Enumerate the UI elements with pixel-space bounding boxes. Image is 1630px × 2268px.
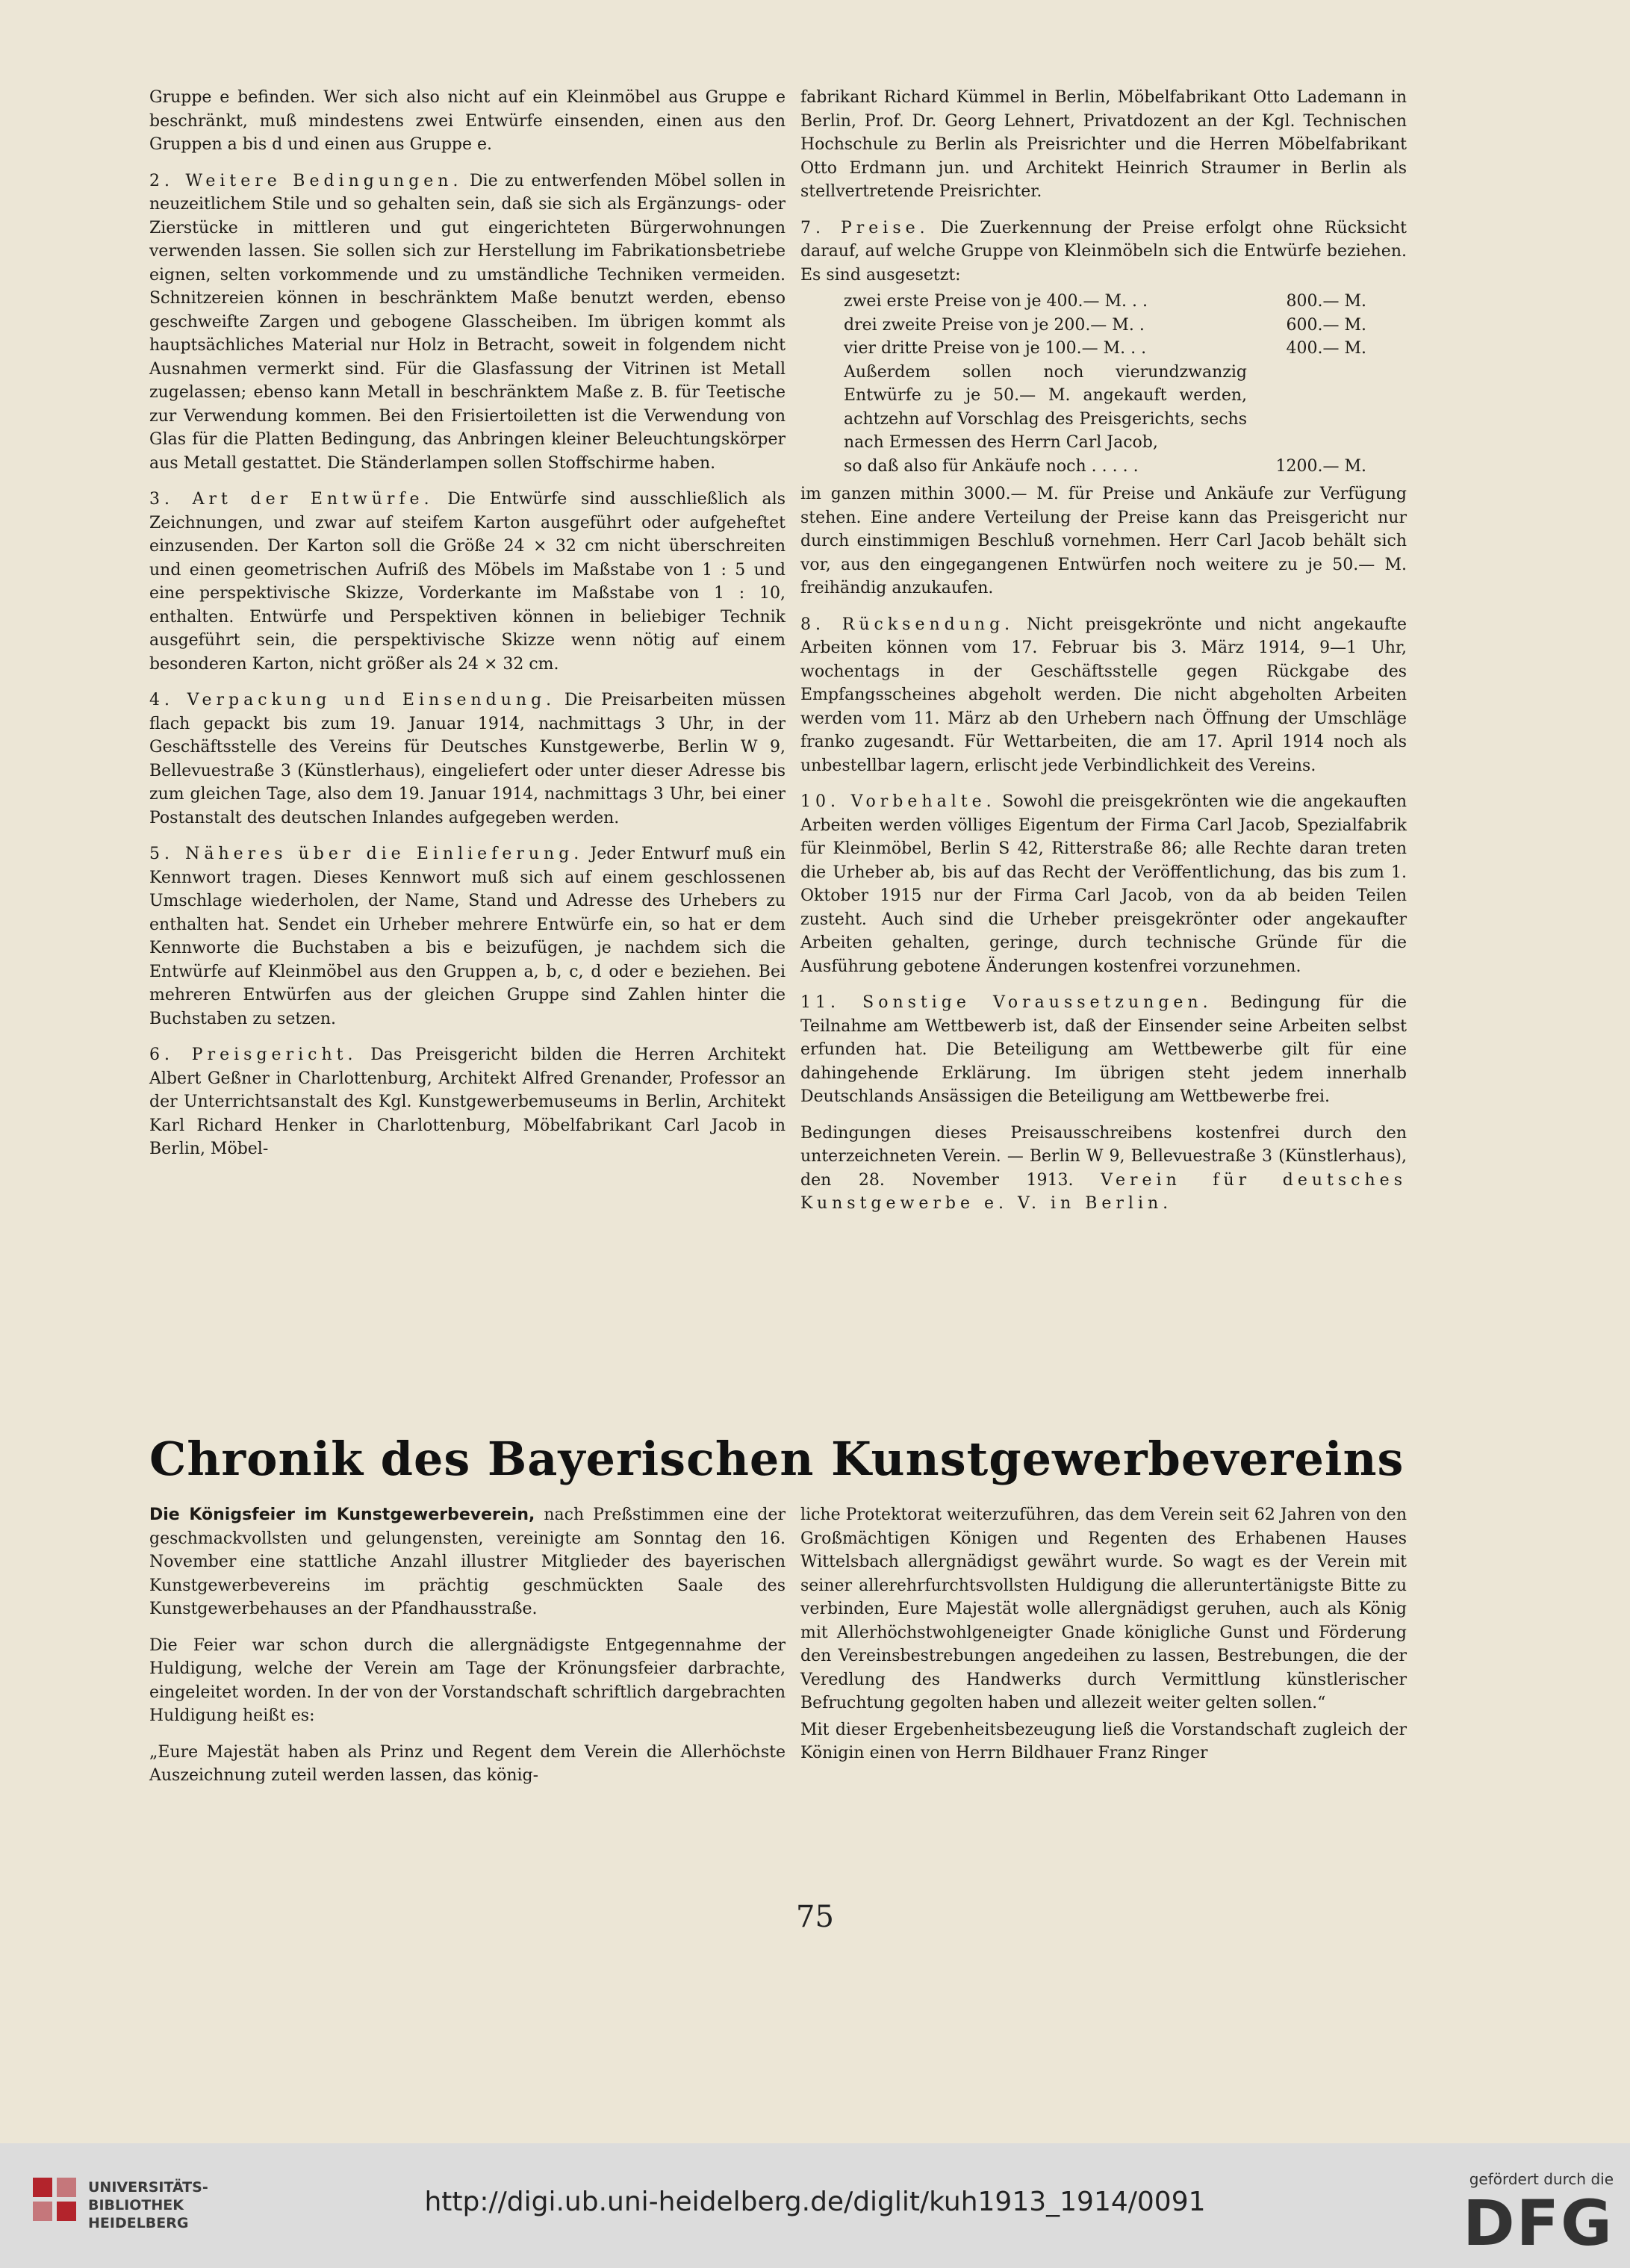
- section-5-body: Jeder Entwurf muß ein Kennwort tragen. Dieses Kennwort muß sich auf einem geschlossenen Umschlage wiederholen, der Name, Stand und Adresse des Urhebers zu enthalten hat. Sendet ein Urheber mehrere Entwürfe ein, so hat er dem Kennworte die Buchstaben a bis e beizufügen, je nachdem sich die Entwürfe auf Kleinmöbel aus den Gruppen a, b, c, d oder e beziehen. Bei mehreren Entwürfen aus der gleichen Gruppe sind Zahlen hinter die Buchstaben zu setzen.: [149, 845, 786, 1028]
- paragraph-quote-continued: liche Protektorat weiterzuführen, das dem Verein seit 62 Jahren von den Großmächtigen Königen und Regenten des Erhabenen Hauses Wittelsbach allergnädigst gewährt wurde. So wagt es der Verein mit seiner allerehrfurchtsvollsten Huldigung die alleruntertänigste Bitte zu verbinden, Eure Majestät wolle allergnädigst geruhen, auch als König mit Allerhöchstwohlgeneigter Gnade königliche Gunst und Förderung den Vereinsbestrebungen angedeihen zu lassen, Bestrebungen, die der Veredlung des Handwerks durch Vermittlung künstlerischer Befruchtung gegolten haben und allezeit weiter gelten sollen.“: [800, 1506, 1407, 1712]
- section-8-body: Nicht preisgekrönte und nicht angekaufte Arbeiten können vom 17. Februar bis 3. März 1914, 9—1 Uhr, wochentags in der Geschäftsstelle gegen Rückgabe des Empfangsscheines abgeholt werden. Die nicht abgeholten Arbeiten werden vom 11. März ab den Urhebern nach Öffnung der Umschläge franko zugesandt. Für Wettarbeiten, die am 17. April 1914 noch als unbestellbar lagern, erlischt jede Verbindlichkeit des Vereins.: [800, 615, 1407, 775]
- koenigsfeier-body: nach Preßstimmen eine der geschmackvollsten und gelungensten, vereinigte am Sonntag den 16. November eine stattliche Anzahl illustrer Mitglieder des bayerischen Kunstgewerbevereins im prächtig geschmückten Saale des Kunstgewerbehauses an der Pfandhausstraße.: [149, 1506, 786, 1618]
- section-11: [800, 991, 1407, 1109]
- runin-heading: Die Königsfeier im Kunstgewerbeverein,: [149, 1506, 535, 1524]
- section-11-heading: 11. Sonstige Voraussetzungen.: [800, 993, 1213, 1012]
- section-3-body: Die Entwürfe sind ausschließlich als Zeichnungen, und zwar auf steifem Karton ausgeführt oder aufgeheftet einzusenden. Der Karton soll die Größe 24 × 32 cm nicht überschreiten und einen geometrischen Aufriß des Möbels im Maßstabe von 1 : 5 und eine perspektivische Skizze, Vorderkante im Maßstabe von 1 : 10, enthalten. Entwürfe und Perspektiven können in beliebiger Technik ausgeführt sein, die perspektivische Skizze wenn nötig auf einem besonderen Karton, nicht größer als 24 × 32 cm.: [149, 490, 786, 674]
- section-8: [800, 613, 1407, 778]
- prize-amount: 600.— M.: [1286, 315, 1366, 335]
- section-10-heading: 10. Vorbehalte.: [800, 792, 996, 811]
- paragraph-koenigsfeier: [149, 1503, 786, 1621]
- section-6-body: Das Preisgericht bilden die Herren Architekt Albert Geßner in Charlottenburg, Architekt Alfred Grenander, Professor an der Unterrichtsanstalt des Kgl. Kunstgewerbemuseums in Berlin, Architekt Karl Richard Henker in Charlottenburg, Möbelfabrikant Carl Jacob in Berlin, Möbel-: [149, 1046, 786, 1158]
- section-7-tail: im ganzen mithin 3000.— M. für Preise und Ankäufe zur Verfügung stehen. Eine andere Verteilung der Preise kann das Preisgericht nur durch einstimmigen Beschluß vornehmen. Herr Carl Jacob behält sich vor, aus den eingegangenen Entwürfen noch weitere zu je 50.— M. freihändig anzukaufen.: [800, 485, 1407, 597]
- prize-description: zwei erste Preise von je 400.— M. . .: [844, 292, 1148, 311]
- prize-row: [844, 290, 1366, 314]
- section-2-heading: 2. Weitere Bedingungen.: [149, 171, 463, 190]
- section-4-heading: 4. Verpackung und Einsendung.: [149, 691, 556, 709]
- library-line: UNIVERSITÄTS-: [88, 2179, 208, 2196]
- section-2: [149, 170, 786, 476]
- column-bottom-right: [800, 1503, 1407, 1778]
- prize-row: [844, 314, 1366, 338]
- section-5-heading: 5. Näheres über die Einlieferung.: [149, 845, 584, 863]
- section-3: [149, 488, 786, 676]
- closing-body: Bedingungen dieses Preisausschreibens kostenfrei durch den unterzeichneten Verein. — Berlin W 9, Bellevuestraße 3 (Künstlerhaus), den 28. November 1913.: [800, 1123, 1407, 1190]
- prize-row: [844, 455, 1366, 479]
- section-7-heading: 7. Preise.: [800, 218, 930, 237]
- prize-row: [844, 337, 1366, 361]
- prize-description: vier dritte Preise von je 100.— M. . .: [844, 339, 1147, 358]
- section-4-body: Die Preisarbeiten müssen flach gepackt bis zum 19. Januar 1914, nachmittags 3 Uhr, in der Geschäftsstelle des Vereins für Deutsches Kunstgewerbe, Berlin W 9, Bellevuestraße 3 (Künstlerhaus), eingeliefert oder unter dieser Adresse bis zum gleichen Tage, also dem 19. Januar 1914, nachmittags 3 Uhr, bei einer Postanstalt des deutschen Inlandes aufgegeben werden.: [149, 691, 786, 827]
- section-3-heading: 3. Art der Entwürfe.: [149, 490, 434, 509]
- section-5: [149, 842, 786, 1031]
- footer-bar: [0, 2143, 1630, 2268]
- section-6: [149, 1043, 786, 1161]
- section-4: [149, 689, 786, 830]
- column-bottom-left: [149, 1503, 786, 1801]
- library-line: HEIDELBERG: [88, 2215, 189, 2231]
- prize-amount: 1200.— M.: [1275, 456, 1366, 476]
- paragraph-vorstandschaft: Mit dieser Ergebenheitsbezeugung ließ die Vorstandschaft zugleich der Königin einen von Herrn Bildhauer Franz Ringer: [800, 1720, 1407, 1762]
- section-8-heading: 8. Rücksendung.: [800, 615, 1015, 634]
- paragraph-jury-continued: fabrikant Richard Kümmel in Berlin, Möbelfabrikant Otto Lademann in Berlin, Prof. Dr. Georg Lehnert, Privatdozent an der Kgl. Technischen Hochschule zu Berlin als Preisrichter und die Herren Möbelfabrikant Otto Erdmann jun. und Architekt Heinrich Straumer in Berlin als stellvertretende Preisrichter.: [800, 88, 1407, 201]
- prize-extra-purchases: Außerdem sollen noch vierundzwanzig Entwürfe zu je 50.— M. angekauft werden, achtzehn auf Vorschlag des Preisgerichts, sechs nach Ermessen des Herrn Carl Jacob,: [844, 362, 1247, 452]
- chronicle-heading: Chronik des Bayerischen Kunstgewerbevereins: [149, 1432, 1405, 1486]
- section-6-heading: 6. Preisgericht.: [149, 1046, 358, 1064]
- funded-by-label: gefördert durch die: [1469, 2170, 1614, 2188]
- prize-table: [844, 290, 1366, 478]
- section-2-body: Die zu entwerfenden Möbel sollen in neuzeitlichem Stile und so gehalten sein, daß sie sich als Ergänzungs- oder Zierstücke in mittleren und gut eingerichteten Bürgerwohnungen verwenden lassen. Sie sollen sich zur Herstellung im Fabrikationsbetriebe eignen, selten vorkommende und zu umständliche Techniken vermeiden. Schnitzereien können in beschränktem Maße benutzt werden, ebenso geschweifte Zargen und gebogene Glasscheiben. Im übrigen kommt als hauptsächliches Material nur Holz in Betracht, soweit in folgendem nicht Ausnahmen vermerkt sind. Für die Glasfassung der Vitrinen ist Metall zugelassen; ebenso kann Metall in beschränktem Maße z. B. für Teetische zur Verwendung kommen. Bei den Frisiertoiletten ist die Verwendung von Glas für die Platten Bedingung, das Anbringen kleiner Beleuchtungskörper aus Metall gestattet. Die Ständerlampen sollen Stoffschirme haben.: [149, 171, 786, 473]
- prize-amount: 400.— M.: [1286, 339, 1366, 358]
- column-top-right: [800, 86, 1407, 1228]
- section-10: [800, 790, 1407, 978]
- paragraph-quote-start: „Eure Majestät haben als Prinz und Regent dem Verein die Allerhöchste Auszeichnung zuteil werden lassen, das könig-: [149, 1742, 786, 1785]
- section-7: [800, 217, 1407, 288]
- paragraph-group-e: Gruppe e befinden. Wer sich also nicht auf ein Kleinmöbel aus Gruppe e beschränkt, muß mindestens zwei Entwürfe einsenden, einen aus den Gruppen a bis d und einen aus Gruppe e.: [149, 88, 786, 154]
- dfg-logo: DFG: [1462, 2187, 1614, 2260]
- section-10-body: Sowohl die preisgekrönten wie die angekauften Arbeiten werden völliges Eigentum der Firma Carl Jacob, Spezialfabrik für Kleinmöbel, Berlin S 42, Ritterstraße 86; alle Rechte daran treten die Urheber ab, bis auf das Recht der Veröffentlichung, das bis zum 1. Oktober 1915 nur der Firma Carl Jacob, von da ab beiden Teilen zusteht. Auch sind die Urheber preisgekrönter oder angekaufter Arbeiten gehalten, geringe, durch technische Gründe für die Ausführung gebotene Änderungen kostenfrei vorzunehmen.: [800, 792, 1407, 976]
- closing-paragraph: [800, 1122, 1407, 1216]
- column-top-left: [149, 86, 786, 1174]
- prize-amount: 800.— M.: [1286, 292, 1366, 311]
- signature: Verein für deutsches Kunstgewerbe e. V. in Berlin.: [800, 1170, 1407, 1213]
- prize-description: drei zweite Preise von je 200.— M. .: [844, 315, 1145, 335]
- library-line: BIBLIOTHEK: [88, 2197, 184, 2213]
- section-7-body: Die Zuerkennung der Preise erfolgt ohne Rücksicht darauf, auf welche Gruppe von Kleinmöbeln sich die Entwürfe beziehen. Es sind ausgesetzt:: [800, 218, 1407, 285]
- paragraph-feier: Die Feier war schon durch die allergnädigste Entgegennahme der Huldigung, welche der Verein am Tage der Krönungsfeier darbrachte, eingeleitet worden. In der von der Vorstandschaft schriftlich dargebrachten Huldigung heißt es:: [149, 1635, 786, 1725]
- page-number: 75: [796, 1900, 834, 1934]
- permalink-url[interactable]: http://digi.ub.uni-heidelberg.de/diglit/kuh1913_1914/0091: [424, 2187, 1206, 2217]
- section-11-body: Bedingung für die Teilnahme am Wettbewerb ist, daß der Einsender seine Arbeiten selbst erfunden hat. Die Beteiligung am Wettbewerbe gilt für eine dahingehende Erklärung. Im übrigen steht jedem innerhalb Deutschlands Ansässigen die Beteiligung am Wettbewerbe frei.: [800, 993, 1407, 1106]
- prize-description: so daß also für Ankäufe noch . . . . .: [844, 456, 1139, 476]
